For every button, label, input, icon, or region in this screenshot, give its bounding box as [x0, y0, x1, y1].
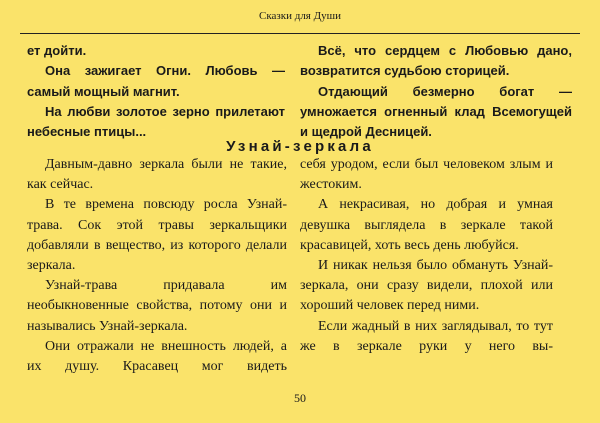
- header-rule: [20, 33, 580, 34]
- paragraph: Если жадный в них заглядывал, то тут же в зеркале руки у него вы-: [300, 318, 553, 354]
- page-number: 50: [294, 391, 306, 405]
- running-header: Сказки для Души: [259, 10, 341, 22]
- poem-line: Она зажигает Огни. Любовь — самый мощный магнит.: [27, 63, 285, 99]
- poem-line: Отдающий безмерно богат — умножается огненный клад Всемогущей и щедрой Десницей.: [300, 83, 572, 140]
- story-title: Узнай-зеркала: [226, 138, 374, 155]
- poem-line: ет дойти.: [27, 43, 87, 58]
- paragraph: Узнай-трава придавала им необыкновенные свойства, потому они и назывались Узнай-зеркала.: [27, 278, 287, 334]
- paragraph: Давным-давно зеркала были не такие, как сейчас.: [27, 157, 287, 193]
- paragraph: И никак нельзя было обмануть Узнай-зеркала, они сразу видели, плохой или хороший человек перед ними.: [300, 258, 553, 314]
- story-left-column: [27, 155, 287, 397]
- poem-right-column: [300, 41, 572, 142]
- paragraph: А некрасивая, но добрая и умная девушка выглядела в зеркале такой красавицей, хоть весь день любуйся.: [300, 197, 553, 253]
- paragraph: Они отражали не внешность людей, а их душу. Красавец мог видеть: [27, 338, 287, 375]
- poem-line: Всё, что сердцем с Любовью дано, возвратится судьбою сторицей.: [300, 43, 572, 79]
- poem-line: На любви золотое зерно прилетают небесные птицы...: [27, 103, 285, 140]
- paragraph: В те времена повсюду росла Узнай-трава. Сок этой травы зеркальщики добавляли в вещество, из которого делали зеркала.: [27, 197, 287, 274]
- poem-left-column: [27, 41, 285, 142]
- paragraph: себя уродом, если был человеком злым и жестоким.: [300, 157, 553, 193]
- story-right-column: [300, 155, 553, 377]
